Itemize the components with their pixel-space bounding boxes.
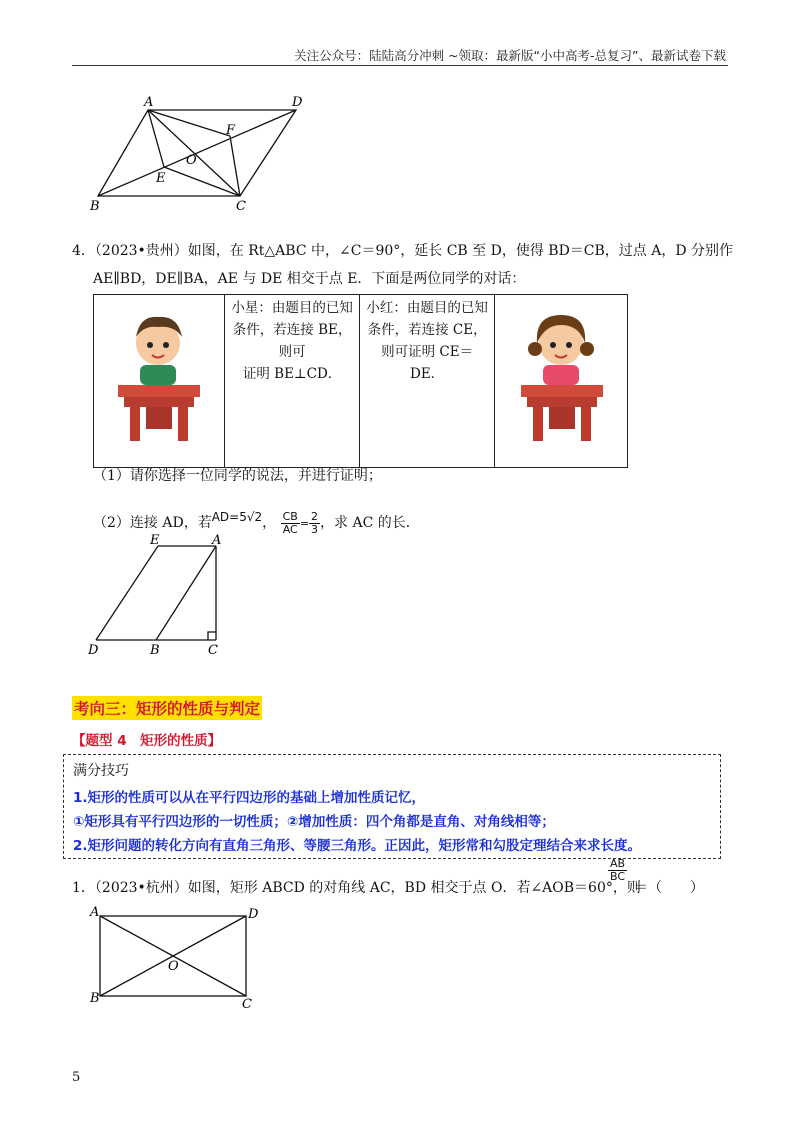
tip-line-2: ①矩形具有平行四边形的一切性质；②增加性质：四个角都是直角、对角线相等； — [73, 814, 555, 830]
label-F: F — [226, 123, 236, 138]
xiaoxing-cell — [224, 295, 359, 468]
label-B: B — [150, 643, 160, 658]
problem4-line1: 4．（2023•贵州）如图，在 Rt△ABC 中，∠C＝90°，延长 CB 至 D，使得 BD＝CB，过点 A，D 分别作 — [72, 243, 734, 259]
q2-equals: = — [299, 517, 310, 530]
label-C: C — [208, 643, 218, 658]
q2-suffix: ，求 AC 的长． — [320, 515, 420, 531]
xiaohong-line2: 条件，若连接 CE， — [367, 322, 487, 338]
label-D: D — [248, 907, 259, 922]
fraction-cb-ac: $\frac{CB}{AC}$ — [282, 509, 298, 536]
xiaoxing-line2: 条件，若连接 BE， — [232, 322, 352, 338]
label-E: E — [150, 534, 160, 548]
boy-illustration-cell — [94, 295, 225, 468]
rectangle-figure — [86, 902, 266, 1014]
dialogue-table — [93, 294, 628, 468]
label-B: B — [90, 991, 100, 1006]
fraction-2-3: $\frac{2}{3}$ — [311, 509, 319, 536]
label-D: D — [292, 95, 303, 110]
girl-illustration-cell — [495, 295, 628, 468]
label-E: E — [156, 171, 166, 186]
label-C: C — [242, 997, 252, 1012]
question-1: （1）请你选择一位同学的说法，并进行证明； — [93, 468, 382, 484]
xiaoxing-line4: 证明 BE⊥CD． — [242, 366, 342, 382]
label-B: B — [90, 199, 100, 214]
label-O: O — [168, 959, 179, 974]
problem1-text: 1．（2023•杭州）如图，矩形 ABCD 的对角线 AC，BD 相交于点 O．若∠AOB＝60°，则 — [72, 880, 641, 896]
label-A: A — [144, 95, 154, 110]
q2-comma: ， — [262, 515, 277, 531]
label-A: A — [90, 905, 100, 920]
tips-title: 满分技巧 — [73, 763, 129, 779]
parallelogram-figure — [86, 92, 306, 217]
q2-ad-expression: AD=5√2 — [211, 510, 263, 524]
boy-at-desk-image — [94, 295, 222, 460]
problem1-tail: ＝（ ） — [634, 880, 704, 896]
section-title: 考向三：矩形的性质与判定 — [72, 696, 262, 720]
xiaohong-cell — [360, 295, 495, 468]
problem4-line2: AE∥BD，DE∥BA，AE 与 DE 相交于点 E．下面是两位同学的对话： — [93, 271, 526, 287]
tip-line-3: 2.矩形问题的转化方向有直角三角形、等腰三角形。正因此，矩形常和勾股定理结合来求长度。 — [73, 838, 642, 854]
label-D: D — [88, 643, 99, 658]
header-divider — [72, 65, 728, 66]
xiaohong-line1: 小红：由题目的已知 — [366, 300, 488, 316]
page-number: 5 — [72, 1070, 81, 1085]
girl-at-desk-image — [495, 295, 627, 460]
xiaoxing-line1: 小星：由题目的已知 — [231, 300, 353, 316]
xiaohong-line3: 则可证明 CE＝DE． — [381, 344, 474, 382]
label-A: A — [212, 534, 222, 548]
type-title: 【题型 4 矩形的性质】 — [72, 733, 222, 749]
fraction-ab-bc: $\frac{AB}{BC}$ — [610, 857, 626, 883]
figure-edac — [84, 534, 234, 659]
label-C: C — [236, 199, 246, 214]
label-O: O — [186, 153, 197, 168]
xiaoxing-line3: 则可 — [278, 344, 306, 360]
page-header: 关注公众号：陆陆高分冲刺 ~领取：最新版“小中高考-总复习”、最新试卷下载 — [294, 48, 726, 63]
q2-prefix: （2）连接 AD，若 — [93, 515, 212, 531]
tip-line-1: 1.矩形的性质可以从在平行四边形的基础上增加性质记忆， — [73, 790, 426, 806]
